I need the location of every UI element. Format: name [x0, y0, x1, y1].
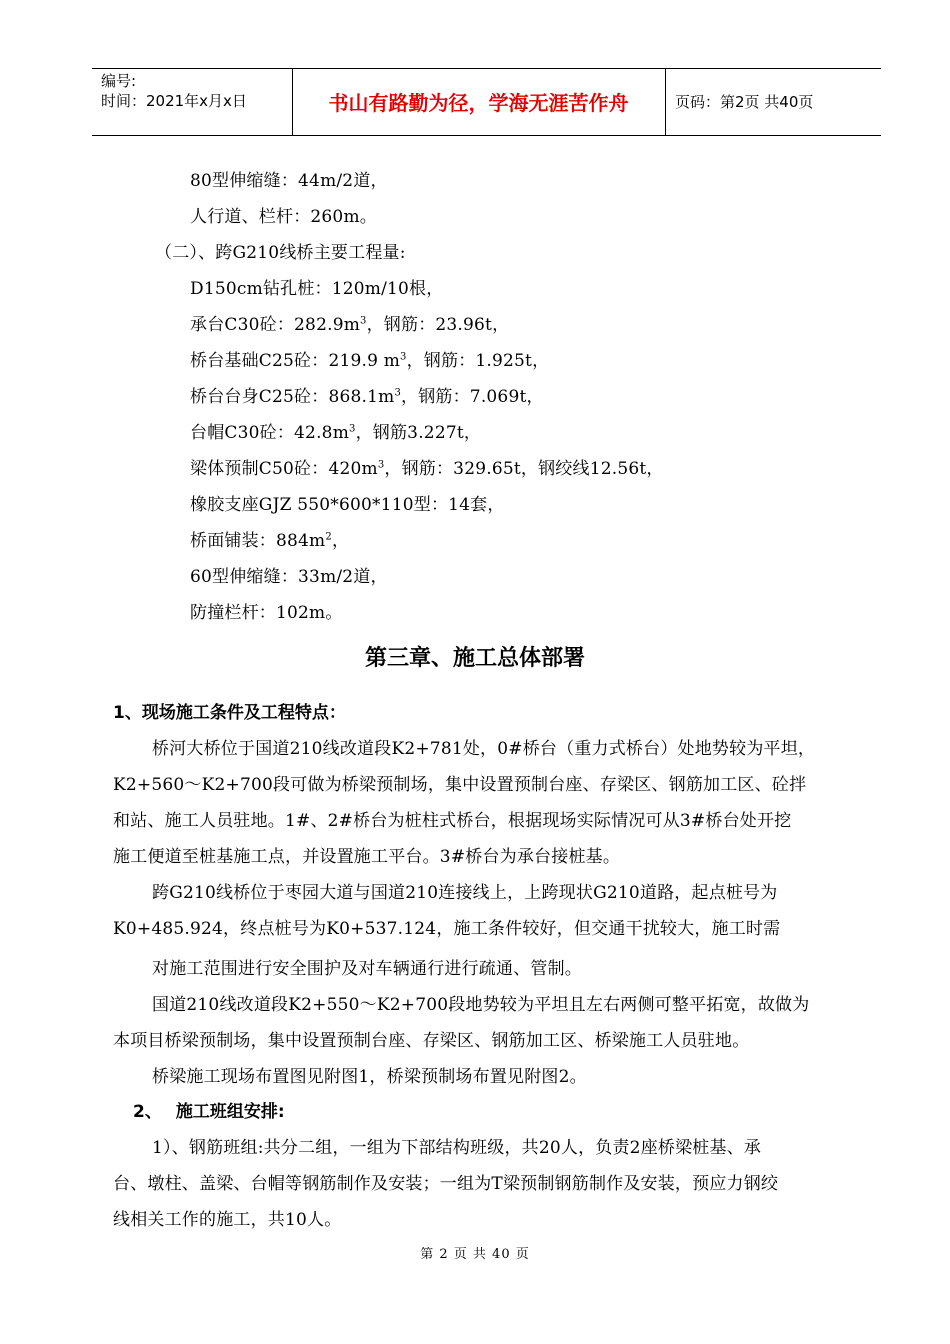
- section-two-item: 桥面铺装：$884m^2$，: [190, 531, 350, 551]
- section-two-item: 台帽C30砼：$42.8m^3$，钢筋3.227t，: [190, 423, 482, 443]
- section1-line: K0+485.924，终点桩号为K0+537.124，施工条件较好，但交通干扰较大，施工时需: [113, 919, 781, 939]
- section-two-item: 梁体预制C50砼：$420m^3$，钢筋：329.65t，钢绞线12.56t，: [190, 459, 664, 479]
- section2-line: 线相关工作的施工，共10人。: [113, 1210, 342, 1230]
- section-two-title: （二）、跨G210线桥主要工程量:: [155, 243, 406, 263]
- header-motto: 书山有路勤为径，学海无涯苦作舟: [328, 91, 629, 115]
- section1-line: 和站、施工人员驻地。1#、2#桥台为桩柱式桥台，根据现场实际情况可从3#桥台处开挖: [113, 811, 792, 831]
- section1-line: 施工便道至桩基施工点，并设置施工平台。3#桥台为承台接桩基。: [113, 847, 621, 867]
- section1-line: 本项目桥梁预制场，集中设置预制台座、存梁区、钢筋加工区、桥梁施工人员驻地。: [113, 1031, 750, 1051]
- section-two-item: 橡胶支座GJZ 550*600*110型：14套，: [190, 495, 505, 515]
- header-top-rule: [92, 68, 881, 69]
- section1-line: 跨G210线桥位于枣园大道与国道210连接线上，上跨现状G210道路，起点桩号为: [152, 883, 778, 903]
- quantity-line: 80型伸缩缝：44m/2道，: [190, 171, 388, 191]
- section1-line: 对施工范围进行安全围护及对车辆通行进行疏通、管制。: [152, 959, 582, 979]
- section2-line: 1）、钢筋班组:共分二组，一组为下部结构班级，共20人，负责2座桥梁桩基、承: [152, 1138, 762, 1158]
- header-date: 时间：2021年x月x日: [101, 92, 247, 110]
- chapter-title: 第三章、施工总体部署: [364, 646, 585, 671]
- section1-line: 桥河大桥位于国道210线改道段K2+781处，0#桥台（重力式桥台）处地势较为平坦，: [152, 739, 816, 759]
- header-page-info: 页码：第2页 共40页: [675, 93, 814, 111]
- section-two-item: 桥台基础C25砼：219.9 $m^3$，钢筋：1.925t，: [190, 351, 550, 371]
- quantity-line: 人行道、栏杆：260m。: [190, 207, 377, 227]
- section-two-item: 承台C30砼：$282.9m^3$，钢筋：23.96t，: [190, 315, 510, 335]
- header-divider-right: [665, 68, 666, 135]
- section1-line: 桥梁施工现场布置图见附图1，桥梁预制场布置见附图2。: [152, 1067, 587, 1087]
- section-two-item: 防撞栏杆：102m。: [190, 603, 343, 623]
- header-serial-label: 编号:: [101, 72, 137, 90]
- header-bottom-rule: [92, 135, 881, 136]
- section1-line: K2+560～K2+700段可做为桥梁预制场，集中设置预制台座、存梁区、钢筋加工区、砼拌: [113, 775, 807, 795]
- section2-heading: 2、 施工班组安排:: [133, 1102, 285, 1122]
- section-two-item: 60型伸缩缝：33m/2道，: [190, 567, 388, 587]
- section-two-item: 桥台台身C25砼：$868.1m^3$，钢筋：7.069t，: [190, 387, 544, 407]
- section-two-item: D150cm钻孔桩：120m/10根，: [190, 279, 444, 299]
- page-footer: 第 2 页 共 40 页: [420, 1247, 530, 1262]
- section2-line: 台、墩柱、盖梁、台帽等钢筋制作及安装；一组为T梁预制钢筋制作及安装，预应力钢绞: [113, 1174, 779, 1194]
- section1-heading: 1、现场施工条件及工程特点：: [113, 703, 346, 723]
- section1-line: 国道210线改道段K2+550～K2+700段地势较为平坦且左右两侧可整平拓宽，故做为: [152, 995, 810, 1015]
